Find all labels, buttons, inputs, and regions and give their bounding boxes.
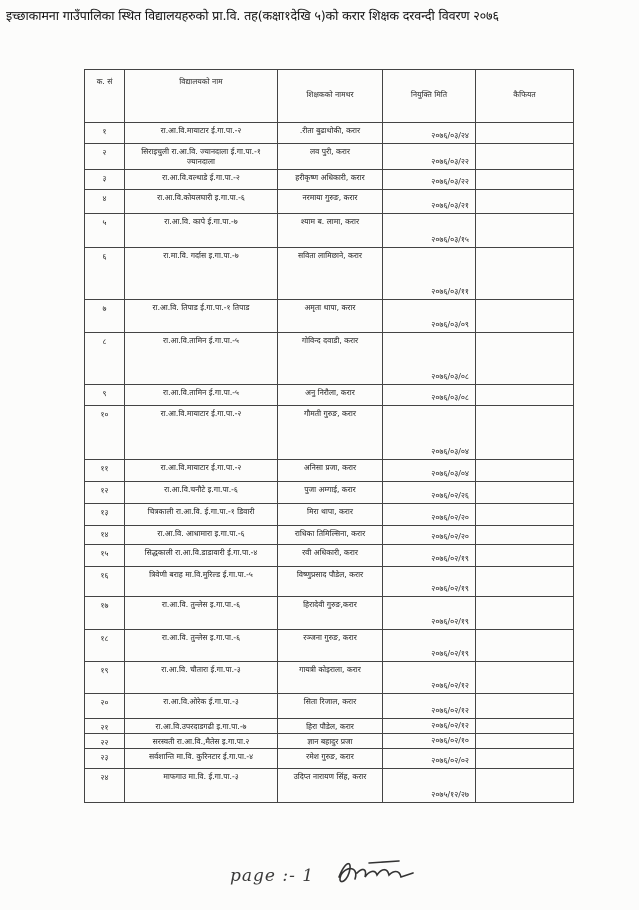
cell-date xyxy=(383,749,476,769)
cell-date-text: २०७६/०२/१२ xyxy=(431,721,469,730)
cell-sn-text: ३ xyxy=(102,174,107,183)
table-row xyxy=(85,545,574,567)
cell-teacher xyxy=(278,504,383,526)
cell-teacher-text: हरीकृष्ण अधिकारी, करार xyxy=(295,173,365,182)
cell-teacher xyxy=(278,144,383,170)
page-number: page :- 1 xyxy=(230,866,315,886)
cell-date-text: २०७६/०२/२० xyxy=(431,513,469,522)
cell-sn-text: २१ xyxy=(100,723,109,732)
cell-school xyxy=(125,144,278,170)
cell-date-text: २०७६/०३/०४ xyxy=(431,447,469,456)
cell-school xyxy=(125,694,278,719)
cell-teacher-text: रमेश गुरुङ, करार xyxy=(306,752,354,761)
header-teacher: शिक्षकको नामथर xyxy=(278,70,383,123)
cell-remarks xyxy=(476,300,574,333)
table-row xyxy=(85,662,574,694)
cell-teacher-text: सिता रिजाल, करार xyxy=(303,697,357,706)
cell-date-text: २०७६/०३/२१ xyxy=(431,201,469,210)
cell-teacher-text: नरमाया गुरुङ, करार xyxy=(302,193,358,202)
cell-remarks xyxy=(476,504,574,526)
cell-date xyxy=(383,170,476,190)
cell-sn-text: २४ xyxy=(100,773,109,782)
cell-school xyxy=(125,406,278,460)
table-row xyxy=(85,214,574,248)
cell-school-text: सिराइचुली रा.आ.वि. ज्यानदाला ई.गा.पा.-१ ज्यानदाला xyxy=(141,147,261,166)
cell-teacher-text: .रीता बुढाथोकी, करार xyxy=(299,126,361,135)
table-row xyxy=(85,630,574,662)
cell-date-text: २०७६/०३/२२ xyxy=(431,157,469,166)
cell-teacher-text: हिरा पौडेल, करार xyxy=(306,722,354,731)
cell-teacher xyxy=(278,526,383,545)
cell-teacher-text: गौमती गुरुङ, करार xyxy=(304,409,356,418)
cell-remarks xyxy=(476,719,574,734)
cell-date-text: २०७६/०२/१९ xyxy=(431,554,469,563)
cell-sn-text: १९ xyxy=(100,666,109,675)
teacher-table xyxy=(84,69,574,803)
cell-sn xyxy=(85,769,125,803)
cell-date-text: २०७६/०३/०८ xyxy=(431,372,469,381)
cell-teacher-text: पुजा अम्गाई, करार xyxy=(304,485,356,494)
cell-date xyxy=(383,123,476,144)
table-row xyxy=(85,123,574,144)
cell-teacher-text: सविता लामिछाने, करार xyxy=(298,251,362,260)
cell-teacher-text: राधिका तिमिल्सिना, करार xyxy=(294,529,366,538)
cell-school-text: रा.आ.वि.तामिन ई.गा.पा.-५ xyxy=(163,336,239,345)
cell-sn-text: ११ xyxy=(100,464,109,473)
cell-teacher-text: अनु निरौला, करार xyxy=(305,388,355,397)
cell-date-text: २०७६/०३/२२ xyxy=(431,177,469,186)
cell-date-text: २०७६/०३/२४ xyxy=(431,131,469,140)
cell-sn xyxy=(85,214,125,248)
cell-school xyxy=(125,662,278,694)
cell-date xyxy=(383,719,476,734)
cell-school-text: सरस्वती रा.आ.वि.,मैतेस इ.गा.पा.२ xyxy=(152,737,250,746)
table-row xyxy=(85,333,574,385)
cell-date-text: २०७६/०२/१९ xyxy=(431,584,469,593)
cell-teacher-text: लव पुरी, करार xyxy=(309,147,350,156)
cell-date-text: २०७६/०२/१२ xyxy=(431,706,469,715)
cell-sn-text: १ xyxy=(102,127,107,136)
cell-school xyxy=(125,190,278,214)
cell-school xyxy=(125,769,278,803)
cell-date-text: २०७६/०२/२० xyxy=(431,532,469,541)
cell-date xyxy=(383,333,476,385)
table-row xyxy=(85,385,574,406)
table-row xyxy=(85,248,574,300)
cell-sn-text: २३ xyxy=(100,753,109,762)
cell-date xyxy=(383,190,476,214)
cell-school-text: रा.आ.वि. तिपाड ई.गा.पा.-१ तिपाड xyxy=(152,303,250,312)
cell-sn xyxy=(85,190,125,214)
cell-school xyxy=(125,719,278,734)
cell-school-text: रा.आ.वि. चौतारा ई.गा.पा.-३ xyxy=(161,665,241,674)
cell-school-text: सिद्धकाली रा.आ.वि.डाडावारी ई.गा.पा.-४ xyxy=(144,548,258,557)
cell-sn-text: १० xyxy=(100,410,109,419)
cell-sn xyxy=(85,597,125,630)
table-row xyxy=(85,526,574,545)
cell-date-text: २०७६/०३/१५ xyxy=(431,235,469,244)
cell-sn xyxy=(85,406,125,460)
cell-sn-text: १६ xyxy=(100,571,109,580)
cell-teacher-text: रवी अधिकारी, करार xyxy=(302,548,358,557)
cell-teacher-text: अमृता थापा, करार xyxy=(304,303,356,312)
cell-teacher xyxy=(278,734,383,749)
cell-school xyxy=(125,749,278,769)
cell-school-text: रा.आ.वि. कापे ई.गा.पा.-७ xyxy=(164,217,238,226)
table-header-row xyxy=(85,70,574,123)
cell-sn-text: १३ xyxy=(100,508,109,517)
cell-sn xyxy=(85,460,125,482)
cell-teacher xyxy=(278,123,383,144)
cell-sn-text: १७ xyxy=(100,601,109,610)
cell-school-text: रा.आ.वि.वल्थाडे ई.गा.पा.-२ xyxy=(162,173,240,182)
cell-school xyxy=(125,300,278,333)
cell-school-text: चित्रकाली रा.आ.वि. ई.गा.पा.-१ डिवारी xyxy=(147,507,255,516)
cell-sn-text: ४ xyxy=(102,194,107,203)
cell-date xyxy=(383,144,476,170)
cell-school xyxy=(125,567,278,597)
cell-sn xyxy=(85,545,125,567)
header-school: विद्यालयको नाम xyxy=(125,70,278,123)
cell-sn-text: २२ xyxy=(100,738,109,747)
table-row xyxy=(85,300,574,333)
cell-remarks xyxy=(476,170,574,190)
cell-sn-text: ८ xyxy=(102,337,107,346)
cell-teacher xyxy=(278,545,383,567)
cell-date-text: २०७६/०२/१९ xyxy=(431,617,469,626)
header-sn: क. सं xyxy=(85,70,125,123)
cell-school xyxy=(125,630,278,662)
cell-date xyxy=(383,460,476,482)
cell-sn xyxy=(85,749,125,769)
cell-date-text: २०७६/०३/०४ xyxy=(431,469,469,478)
table-row xyxy=(85,597,574,630)
cell-teacher xyxy=(278,482,383,504)
cell-sn-text: ५ xyxy=(102,218,107,227)
cell-remarks xyxy=(476,597,574,630)
cell-sn-text: १५ xyxy=(100,549,109,558)
cell-teacher xyxy=(278,597,383,630)
cell-teacher xyxy=(278,460,383,482)
cell-school-text: रा.आ.वि.मायाटार ई.गा.पा.-२ xyxy=(160,126,242,135)
cell-remarks xyxy=(476,190,574,214)
cell-school xyxy=(125,482,278,504)
cell-remarks xyxy=(476,123,574,144)
cell-teacher-text: ज्ञान बहादुर प्रजा xyxy=(307,737,353,746)
cell-teacher xyxy=(278,190,383,214)
cell-date-text: २०७६/०३/०८ xyxy=(431,393,469,402)
cell-teacher xyxy=(278,769,383,803)
cell-teacher-text: श्याम ब. लामा, करार xyxy=(300,217,360,226)
cell-sn xyxy=(85,504,125,526)
cell-remarks xyxy=(476,144,574,170)
cell-date xyxy=(383,482,476,504)
cell-sn xyxy=(85,482,125,504)
cell-sn xyxy=(85,333,125,385)
cell-school xyxy=(125,526,278,545)
cell-school xyxy=(125,460,278,482)
cell-teacher xyxy=(278,214,383,248)
cell-school-text: रा.आ.वि.मायाटार ई.गा.पा.-२ xyxy=(160,463,242,472)
cell-teacher xyxy=(278,170,383,190)
cell-sn-text: १४ xyxy=(100,530,109,539)
cell-school-text: माफगाउ मा.वि. ई.गा.पा.-३ xyxy=(163,772,239,781)
cell-sn-text: ९ xyxy=(102,389,107,398)
cell-sn xyxy=(85,734,125,749)
cell-school xyxy=(125,214,278,248)
cell-date xyxy=(383,248,476,300)
cell-teacher-text: हिरादेवी गुरुङ,करार xyxy=(303,600,357,609)
cell-date-text: २०७६/०२/२६ xyxy=(431,491,469,500)
cell-remarks xyxy=(476,214,574,248)
cell-date xyxy=(383,567,476,597)
table-row xyxy=(85,406,574,460)
cell-date-text: २०७५/१२/२७ xyxy=(431,790,469,799)
cell-sn-text: ७ xyxy=(102,304,107,313)
cell-teacher xyxy=(278,406,383,460)
table-row xyxy=(85,190,574,214)
cell-school xyxy=(125,734,278,749)
cell-sn xyxy=(85,567,125,597)
cell-date-text: २०७६/०२/१९ xyxy=(431,649,469,658)
cell-remarks xyxy=(476,662,574,694)
cell-date-text: २०७६/०३/०९ xyxy=(431,320,469,329)
table-row xyxy=(85,734,574,749)
cell-school-text: रा.आ.वि. तुन्लेस इ.गा.पा.-६ xyxy=(161,633,241,642)
cell-sn xyxy=(85,248,125,300)
cell-sn xyxy=(85,526,125,545)
cell-school-text: रा.आ.वि. तुन्लेस इ.गा.पा.-६ xyxy=(161,600,241,609)
table-row xyxy=(85,749,574,769)
cell-remarks xyxy=(476,526,574,545)
cell-date xyxy=(383,214,476,248)
cell-remarks xyxy=(476,749,574,769)
cell-teacher-text: गायत्री कोइराला, करार xyxy=(299,665,361,674)
cell-school-text: रा.आ.वि.तामिन ई.गा.पा.-५ xyxy=(163,388,239,397)
cell-school xyxy=(125,385,278,406)
signature-image xyxy=(333,853,421,891)
cell-remarks xyxy=(476,769,574,803)
cell-sn xyxy=(85,144,125,170)
table-row xyxy=(85,567,574,597)
cell-date-text: २०७६/०३/११ xyxy=(431,287,469,296)
cell-date xyxy=(383,630,476,662)
cell-sn-text: २ xyxy=(102,148,107,157)
cell-teacher xyxy=(278,567,383,597)
cell-sn xyxy=(85,630,125,662)
cell-teacher-text: मिरा थापा, करार xyxy=(307,507,353,516)
cell-school-text: रा.आ.वि.कोयलघारी इ.गा.पा.-६ xyxy=(157,193,245,202)
cell-teacher xyxy=(278,630,383,662)
table-row xyxy=(85,460,574,482)
cell-school-text: त्रिवेणी बराह मा.वि.मुरिल्ड ई.गा.पा.-५ xyxy=(149,570,253,579)
cell-sn xyxy=(85,385,125,406)
cell-school-text: रा.आ.वि.ओरेक ई.गा.पा.-३ xyxy=(163,697,239,706)
cell-date xyxy=(383,504,476,526)
cell-date-text: २०७६/०२/१२ xyxy=(431,681,469,690)
cell-teacher xyxy=(278,749,383,769)
cell-school-text: रा.आ.वि.उपरदाडगढी इ.गा.पा.-७ xyxy=(155,722,247,731)
cell-date xyxy=(383,734,476,749)
cell-remarks xyxy=(476,567,574,597)
cell-date xyxy=(383,406,476,460)
cell-remarks xyxy=(476,248,574,300)
cell-school-text: रा.आ.वि. आधामारा इ.गा.पा.-६ xyxy=(157,529,245,538)
document-title: इच्छाकामना गाउँपालिका स्थित विद्यालयहरुको प्रा.वि. तह(कक्षा१देखि ५)को करार शिक्षक दरवन्दी विवरण २०७६ xyxy=(6,8,499,23)
cell-date xyxy=(383,769,476,803)
cell-remarks xyxy=(476,482,574,504)
cell-teacher-text: गोविन्द दवाडी, करार xyxy=(301,336,359,345)
cell-date-text: २०७६/०२/१० xyxy=(431,736,469,745)
cell-school xyxy=(125,504,278,526)
cell-school xyxy=(125,597,278,630)
cell-teacher xyxy=(278,385,383,406)
cell-remarks xyxy=(476,694,574,719)
cell-teacher-text: अनिसा प्रजा, करार xyxy=(303,463,357,472)
cell-teacher xyxy=(278,662,383,694)
cell-sn xyxy=(85,662,125,694)
cell-sn-text: १८ xyxy=(100,634,109,643)
cell-date xyxy=(383,662,476,694)
header-date: नियुक्ति मिति xyxy=(383,70,476,123)
cell-remarks xyxy=(476,406,574,460)
cell-date xyxy=(383,545,476,567)
cell-sn xyxy=(85,123,125,144)
cell-teacher-text: उदिप्त नारायण सिंह, करार xyxy=(293,772,367,781)
cell-school-text: रा.आ.वि.चनौटे इ.गा.पा.-६ xyxy=(164,485,238,494)
cell-sn-text: ६ xyxy=(102,252,107,261)
cell-school xyxy=(125,545,278,567)
cell-school-text: सर्वशान्ति मा.वि. कुरिनटार ई.गा.पा.-४ xyxy=(148,752,254,761)
cell-teacher-text: रञ्जना गुरुङ, करार xyxy=(303,633,357,642)
table-row xyxy=(85,170,574,190)
cell-sn xyxy=(85,694,125,719)
cell-school-text: रा.मा.वि. गर्दास इ.गा.पा.-७ xyxy=(163,251,239,260)
cell-teacher xyxy=(278,300,383,333)
header-remarks: कैफियत xyxy=(476,70,574,123)
cell-sn xyxy=(85,170,125,190)
cell-sn-text: २० xyxy=(100,698,109,707)
cell-school xyxy=(125,170,278,190)
table-row xyxy=(85,719,574,734)
cell-remarks xyxy=(476,630,574,662)
cell-date-text: २०७६/०२/०२ xyxy=(431,756,469,765)
cell-remarks xyxy=(476,385,574,406)
cell-date xyxy=(383,300,476,333)
table-row xyxy=(85,482,574,504)
cell-sn-text: १२ xyxy=(100,486,109,495)
cell-remarks xyxy=(476,460,574,482)
cell-teacher xyxy=(278,719,383,734)
cell-date xyxy=(383,597,476,630)
cell-sn xyxy=(85,300,125,333)
table-row xyxy=(85,504,574,526)
cell-school xyxy=(125,333,278,385)
cell-remarks xyxy=(476,545,574,567)
table-row xyxy=(85,694,574,719)
cell-teacher-text: विष्णुप्रसाद पौडेल, करार xyxy=(296,570,364,579)
cell-sn xyxy=(85,719,125,734)
cell-remarks xyxy=(476,333,574,385)
cell-school-text: रा.आ.वि.मायाटार ई.गा.पा.-२ xyxy=(160,409,242,418)
table-row xyxy=(85,769,574,803)
cell-date xyxy=(383,526,476,545)
cell-teacher xyxy=(278,248,383,300)
cell-date xyxy=(383,385,476,406)
cell-remarks xyxy=(476,734,574,749)
cell-date xyxy=(383,694,476,719)
table-row xyxy=(85,144,574,170)
cell-teacher xyxy=(278,694,383,719)
cell-school xyxy=(125,248,278,300)
cell-teacher xyxy=(278,333,383,385)
cell-school xyxy=(125,123,278,144)
